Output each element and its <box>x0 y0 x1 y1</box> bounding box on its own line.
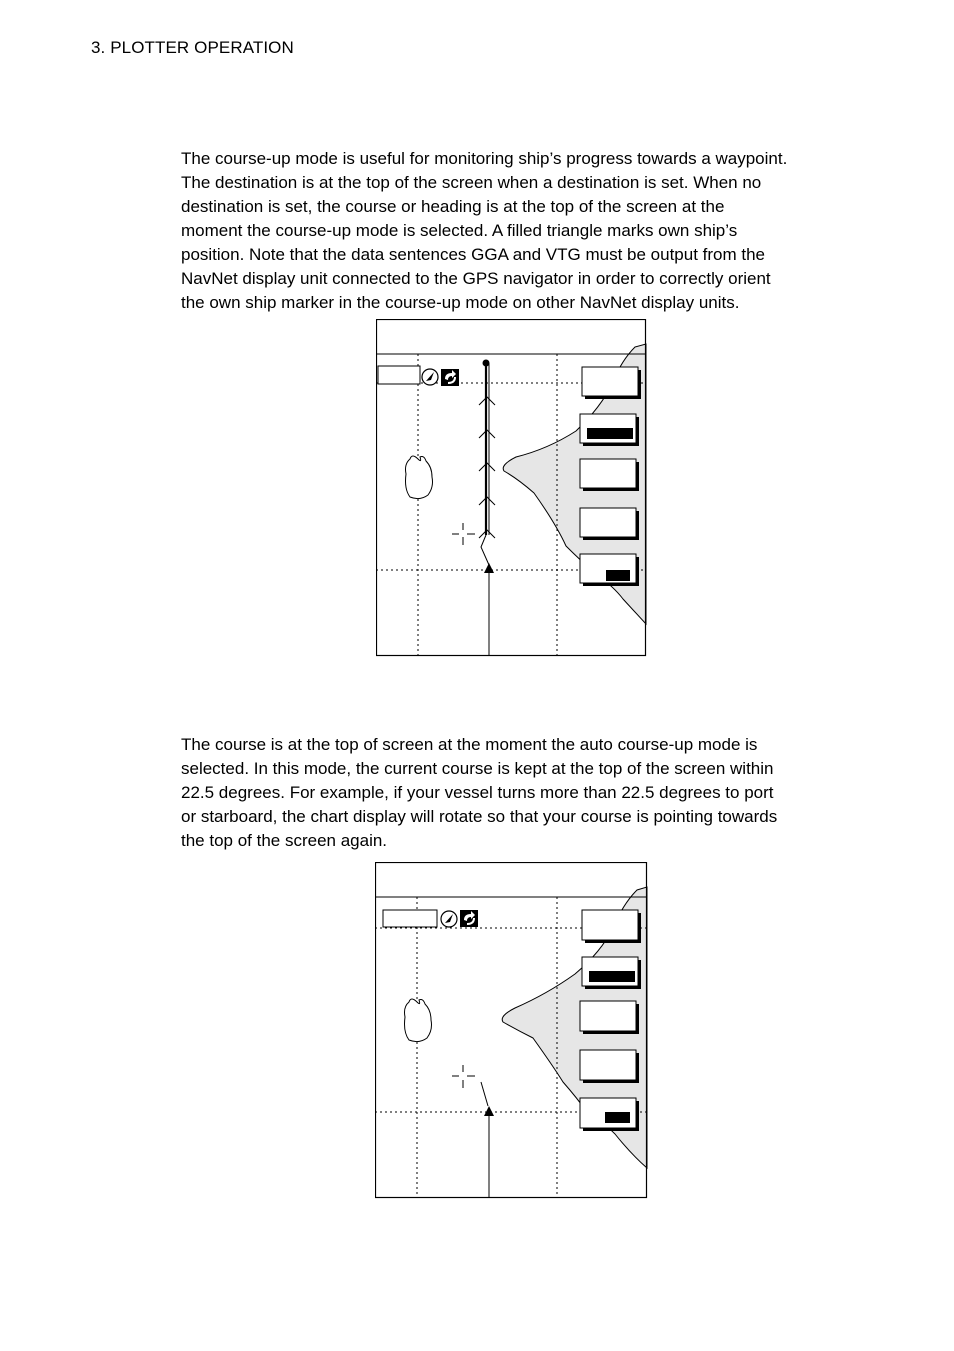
own-ship-triangle-icon <box>484 1106 494 1116</box>
island-land <box>405 999 432 1042</box>
island-land <box>406 456 433 499</box>
data-box <box>378 366 420 384</box>
section-header: 3. PLOTTER OPERATION <box>91 38 294 57</box>
course-up-description <box>181 147 787 315</box>
text-line: the top of the screen again. <box>181 831 388 850</box>
text-line: 22.5 degrees. For example, if your vessel turns more than 22.5 degrees to port <box>181 783 774 802</box>
text-line: The course is at the top of screen at the moment the auto course-up mode is <box>181 735 758 754</box>
soft-key-3[interactable] <box>580 1001 639 1034</box>
course-line <box>481 363 489 655</box>
soft-key-1[interactable] <box>582 910 641 943</box>
soft-key-2[interactable] <box>580 414 639 446</box>
soft-key-5[interactable] <box>580 554 639 586</box>
text-line: The course-up mode is useful for monitoring ship’s progress towards a waypoint. <box>181 149 788 168</box>
text-line: position. Note that the data sentences GGA and VTG must be output from the <box>181 245 766 264</box>
soft-key-5[interactable] <box>580 1098 639 1131</box>
soft-key-2[interactable] <box>582 957 641 989</box>
course-up-display-figure <box>376 319 648 659</box>
auto-course-up-description <box>181 733 777 853</box>
text-line: selected. In this mode, the current course is kept at the top of the screen within <box>181 759 774 778</box>
cursor-crosshair-icon <box>452 523 475 545</box>
soft-key-3[interactable] <box>580 459 639 491</box>
soft-key-1[interactable] <box>582 367 641 399</box>
course-line <box>481 1082 489 1198</box>
text-line: NavNet display unit connected to the GPS navigator in order to correctly orient <box>181 269 771 288</box>
text-line: destination is set, the course or heading is at the top of the screen at the <box>181 197 725 216</box>
range-icon <box>460 910 478 927</box>
text-line: the own ship marker in the course-up mode on other NavNet display units. <box>181 293 740 312</box>
text-line: moment the course-up mode is selected. A filled triangle marks own ship’s <box>181 221 738 240</box>
north-marker-icon <box>422 369 438 385</box>
soft-key-4[interactable] <box>580 508 639 540</box>
cursor-crosshair-icon <box>452 1065 475 1088</box>
own-ship-triangle-icon <box>484 563 494 573</box>
soft-key-4[interactable] <box>580 1050 639 1083</box>
destination-dot-icon <box>483 360 490 367</box>
data-box <box>383 910 437 927</box>
auto-course-up-display-figure <box>375 862 649 1202</box>
text-line: The destination is at the top of the screen when a destination is set. When no <box>181 173 762 192</box>
north-marker-icon <box>441 911 457 927</box>
range-icon <box>441 369 459 386</box>
text-line: or starboard, the chart display will rotate so that your course is pointing towards <box>181 807 778 826</box>
